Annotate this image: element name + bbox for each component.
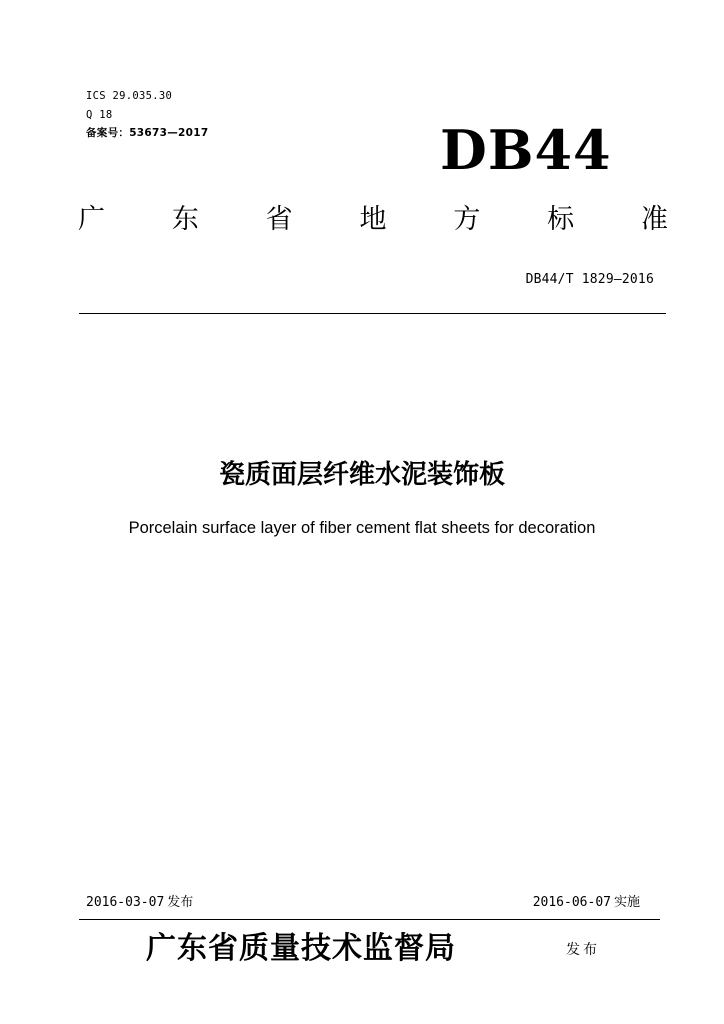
title-chinese: 瓷质面层纤维水泥装饰板 (218, 460, 505, 490)
issue-date-block (86, 893, 193, 913)
ics-code: ICS 29.035.30 (86, 90, 173, 102)
implement-date-block (533, 893, 640, 913)
category-char: 方 (453, 204, 481, 235)
category-char: 准 (640, 204, 668, 235)
issue-label: 发布 (167, 895, 194, 910)
standard-code: DB44/T 1829—2016 (525, 272, 654, 287)
category-char: 广 (78, 204, 105, 235)
category-char: 标 (547, 204, 575, 235)
standard-category (78, 200, 668, 240)
category-char: 东 (171, 204, 199, 235)
issue-date: 2016-03-07 (86, 895, 165, 910)
implement-label: 实施 (613, 895, 640, 910)
issuing-authority: 广东省质量技术监督局 (146, 931, 456, 966)
category-char: 省 (265, 204, 293, 235)
top-divider (79, 313, 666, 314)
title-english: Porcelain surface layer of fiber cement flat sheets for decoration (128, 519, 596, 537)
bottom-divider (79, 919, 660, 920)
issuer-suffix: 发布 (566, 942, 600, 958)
category-char: 地 (359, 204, 387, 235)
db44-logo: DB44 (440, 118, 612, 182)
record-number: 备案号：53673—2017 (86, 127, 209, 139)
ccs-code: Q 18 (86, 109, 113, 121)
implement-date: 2016-06-07 (532, 895, 611, 910)
